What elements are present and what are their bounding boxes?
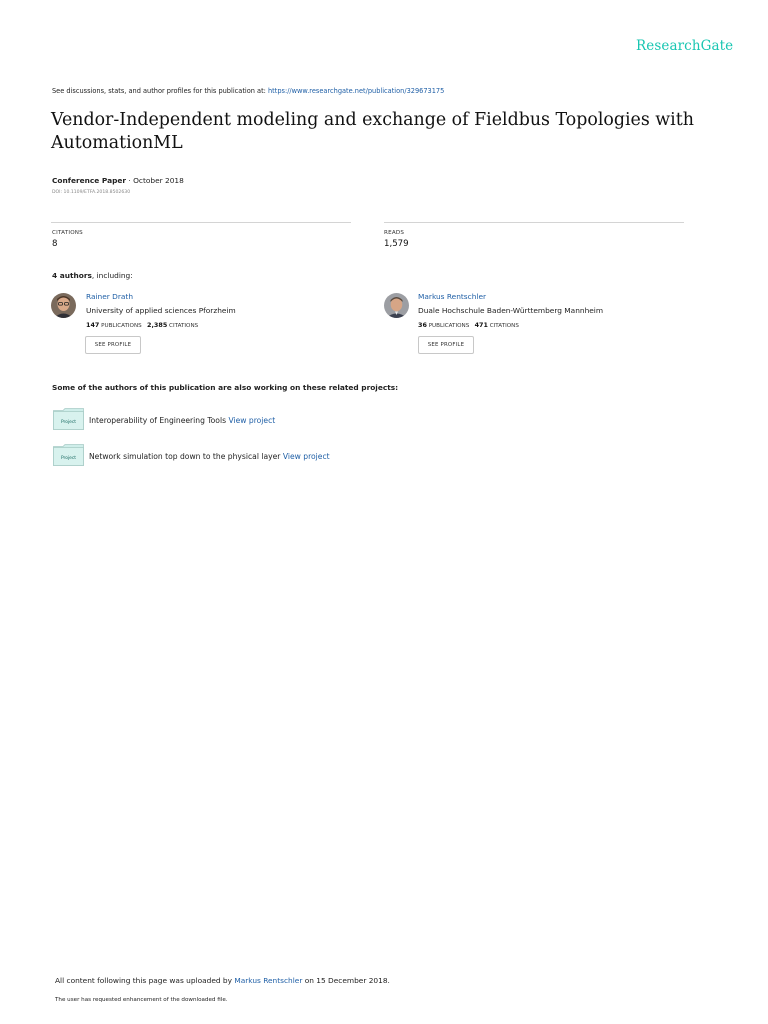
project-folder-icon [53,444,84,466]
upload-notice [55,976,390,985]
divider [51,222,351,223]
view-project-link[interactable]: View project [228,416,276,425]
citations-label: CITATIONS [52,230,83,236]
enhancement-note: The user has requested enhancement of the downloaded file. [55,997,228,1003]
see-profile-button[interactable]: SEE PROFILE [418,336,474,354]
author-publications-count: 147 [86,321,100,329]
researchgate-logo[interactable]: ResearchGate [636,38,734,54]
divider [384,222,684,223]
project-icon-label: Project [60,456,77,461]
publication-url-link[interactable]: https://www.researchgate.net/publication/329673175 [268,87,445,95]
publication-title: Vendor-Independent modeling and exchange of Fieldbus Topologies with AutomationML [51,110,694,153]
project-item [89,416,275,425]
see-profile-button[interactable]: SEE PROFILE [85,336,141,354]
publication-doi: DOI: 10.1109/ETFA.2018.8502630 [52,190,131,195]
avatar[interactable] [51,293,76,318]
authors-count: 4 authors [52,271,92,280]
reads-label: READS [384,230,405,236]
view-project-link[interactable]: View project [282,452,330,461]
publication-date: · October 2018 [126,176,184,185]
author-publications-label: PUBLICATIONS [428,323,470,329]
author-name-link[interactable]: Markus Rentschler [418,292,487,301]
author-institution: Duale Hochschule Baden-Württemberg Mannheim [418,306,604,315]
author-name-link[interactable]: Rainer Drath [86,292,134,301]
citations-value: 8 [52,239,58,249]
author-stats [418,321,519,329]
project-folder-icon [53,408,84,430]
upload-prefix: All content following this page was uploaded by [55,976,235,985]
author-stats [86,321,198,329]
discussion-line [52,87,444,95]
authors-count-suffix: , including: [91,271,133,280]
author-citations-label: CITATIONS [489,323,519,329]
reads-value: 1,579 [384,239,409,249]
author-publications-count: 36 [418,321,427,329]
related-projects-heading: Some of the authors of this publication are also working on these related projects: [52,383,399,392]
project-name: Network simulation top down to the physical layer [89,452,283,461]
uploader-link[interactable]: Markus Rentschler [234,976,303,985]
author-publications-label: PUBLICATIONS [101,323,142,329]
author-institution: University of applied sciences Pforzheim [86,306,236,315]
author-citations-count: 471 [474,321,488,329]
publication-meta [52,176,184,185]
upload-suffix: on 15 December 2018. [302,976,390,985]
project-item [89,452,330,461]
author-citations-count: 2,385 [147,321,168,329]
discussion-prefix: See discussions, stats, and author profiles for this publication at: [52,87,268,95]
author-citations-label: CITATIONS [169,323,199,329]
avatar[interactable] [384,293,409,318]
project-name: Interoperability of Engineering Tools [89,416,229,425]
authors-heading [52,271,133,280]
publication-type: Conference Paper [52,176,127,185]
project-icon-label: Project [60,420,77,425]
